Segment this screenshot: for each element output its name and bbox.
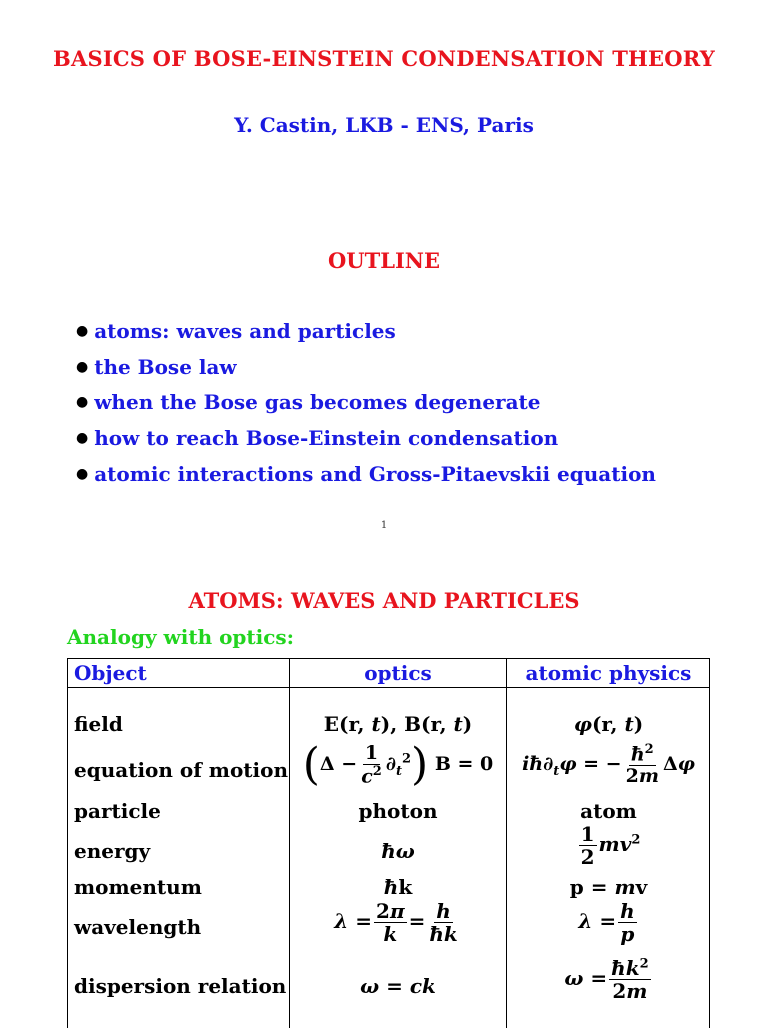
bullet-icon: ●: [76, 394, 89, 411]
atomic-formula: λ = $\frac{h}{p}$: [578, 899, 635, 946]
column-header-atomic: atomic physics: [525, 661, 692, 685]
bullet-icon: ●: [76, 358, 89, 375]
optics-formula: E(r, t), B(r, t): [323, 712, 473, 736]
outline-item-text: atoms: waves and particles: [94, 318, 396, 343]
atomic-formula: p = mv: [569, 875, 648, 899]
outline-item: [76, 384, 656, 420]
optics-formula: (Δ − $\frac{1}{c^2}$ $\partial_t^2$) B = 0: [302, 739, 494, 791]
outline-item: [76, 313, 656, 349]
atomic-formula: $\frac{1}{2}$ $mv^2$: [580, 822, 641, 869]
outline-heading: OUTLINE: [327, 248, 441, 273]
optics-formula: ω = ck: [360, 974, 436, 998]
column-header-object: Object: [74, 661, 147, 685]
column-header-optics: optics: [364, 661, 432, 685]
row-label: wavelength: [74, 915, 202, 939]
row-label: particle: [74, 799, 161, 823]
outline-item: [76, 349, 656, 385]
optics-formula: ħk: [383, 875, 413, 899]
atomic-formula: $iħ\partial_t\varphi$ = − $\frac{ħ^2}{2m}$ Δφ: [522, 742, 695, 788]
outline-item: [76, 420, 656, 456]
optics-formula: ħω: [381, 839, 415, 863]
outline-list: [76, 313, 656, 491]
header-divider: [68, 687, 709, 688]
analogy-label: Analogy with optics:: [67, 625, 295, 649]
section-heading: ATOMS: WAVES AND PARTICLES: [188, 588, 580, 613]
bullet-icon: ●: [76, 322, 89, 339]
outline-item-text: the Bose law: [94, 354, 237, 379]
outline-item: [76, 456, 656, 492]
bullet-icon: ●: [76, 429, 89, 446]
table-row: [68, 823, 708, 879]
row-label: equation of motion: [74, 758, 289, 782]
row-label: dispersion relation: [74, 974, 287, 998]
table-row: [68, 739, 708, 799]
atomic-formula: φ(r, t): [573, 712, 644, 736]
optics-formula: λ = $\frac{2\pi}{k}$ = $\frac{h}{ħk}$: [334, 899, 458, 946]
outline-item-text: atomic interactions and Gross-Pitaevskii equation: [94, 461, 656, 486]
page-number: 1: [380, 520, 388, 531]
row-label: energy: [74, 839, 151, 863]
atomic-formula: ω = $\frac{ħk^2}{2m}$: [564, 956, 649, 1003]
outline-item-text: how to reach Bose-Einstein condensation: [94, 425, 559, 450]
table-row: [68, 957, 708, 1017]
analogy-table: [67, 658, 710, 1028]
table-row: [68, 900, 708, 958]
optics-value: photon: [358, 799, 438, 823]
row-label: momentum: [74, 875, 202, 899]
atomic-value: atom: [580, 799, 637, 823]
outline-item-text: when the Bose gas becomes degenerate: [94, 390, 541, 415]
row-label: field: [74, 712, 123, 736]
author-line: Y. Castin, LKB - ENS, Paris: [234, 113, 534, 137]
document-title: BASICS OF BOSE-EINSTEIN CONDENSATION THEORY: [53, 46, 715, 71]
bullet-icon: ●: [76, 465, 89, 482]
